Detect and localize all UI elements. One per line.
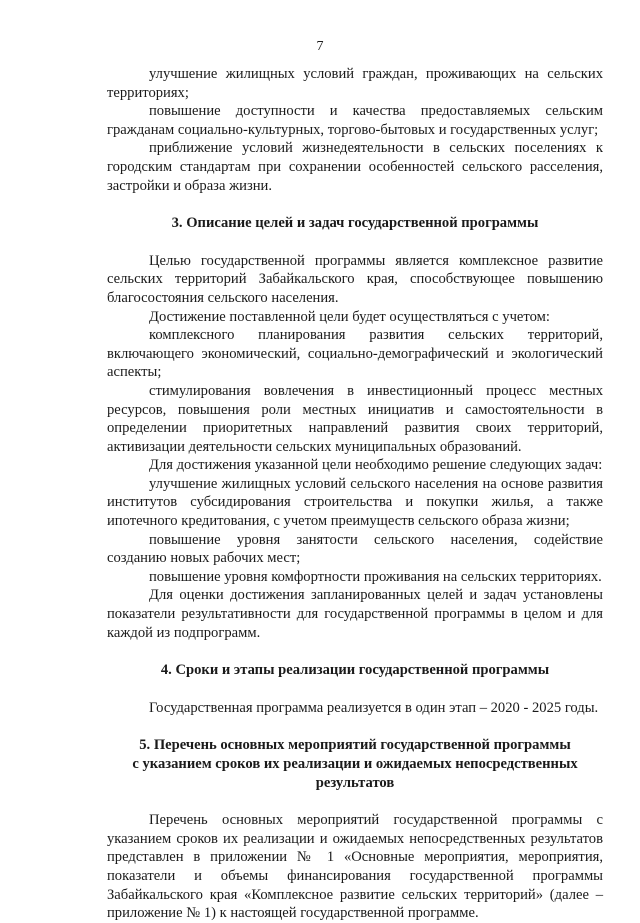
section-3-paragraph: Для достижения указанной цели необходимо решение следующих задач: [149, 457, 603, 474]
section-3-paragraph: Целью государственной программы является комплексное развитие сельских территорий Забайкальского края, способствующее повышению благосостояния сельского населения. [107, 252, 603, 306]
section-3-paragraph: Для оценки достижения запланированных целей и задач установлены показатели результативности для государственной программы в целом и для каждой из подпрограмм. [107, 587, 603, 641]
section-3-paragraph: повышение уровня занятости сельского населения, содействие созданию новых рабочих мест; [107, 531, 603, 567]
page-number: 7 [316, 39, 324, 54]
section-3-heading: 3. Описание целей и задач государственной программы [171, 215, 539, 232]
section-3-paragraph: Достижение поставленной цели будет осуществляться с учетом: [149, 308, 550, 325]
section-3-paragraph: повышение уровня комфортности проживания на сельских территориях. [149, 568, 602, 585]
page-content [107, 65, 603, 923]
intro-paragraph: приближение условий жизнедеятельности в сельских поселениях к городским стандартам при сохранении особенностей сельского расселения, застройки и образа жизни. [107, 140, 603, 194]
section-5-heading-line: с указанием сроков их реализации и ожидаемых непосредственных [132, 756, 578, 772]
intro-paragraph: повышение доступности и качества предоставляемых сельским гражданам социально-культурных, торгово-бытовых и государственных услуг; [107, 103, 603, 138]
section-3-paragraph: стимулирования вовлечения в инвестиционный процесс местных ресурсов, повышения роли местных инициатив и самостоятельности в определении приоритетных направлений развития своих территорий, активизации деятельности сельских муниципальных образований. [107, 382, 603, 455]
section-5-heading-line: результатов [315, 774, 395, 791]
section-5-heading-line: 5. Перечень основных мероприятий государственной программы [139, 737, 571, 754]
section-4-paragraph: Государственная программа реализуется в один этап – 2020 - 2025 годы. [149, 699, 599, 716]
section-3-paragraph: улучшение жилищных условий сельского населения на основе развития институтов субсидирования строительства и покупки жилья, а также ипотечного кредитования, с учетом преимуществ сельского образа жизни; [107, 475, 603, 530]
section-3-paragraph: комплексного планирования развития сельских территорий, включающего экономический, социально-демографический и экологический аспекты; [107, 327, 603, 381]
intro-paragraph: улучшение жилищных условий граждан, проживающих на сельских территориях; [107, 66, 603, 101]
section-5-paragraph: Перечень основных мероприятий государственной программы с указанием сроков их реализации и ожидаемых непосредственных результатов представлен в приложении № 1 «Основные мероприятия, мероприятия, показатели и объемы финансирования государственной программы Забайкальского края «Комплексное развитие сельских территорий» (далее – приложение № 1) к настоящей государственной программе. [107, 812, 603, 922]
section-4-heading: 4. Сроки и этапы реализации государственной программы [160, 662, 550, 679]
